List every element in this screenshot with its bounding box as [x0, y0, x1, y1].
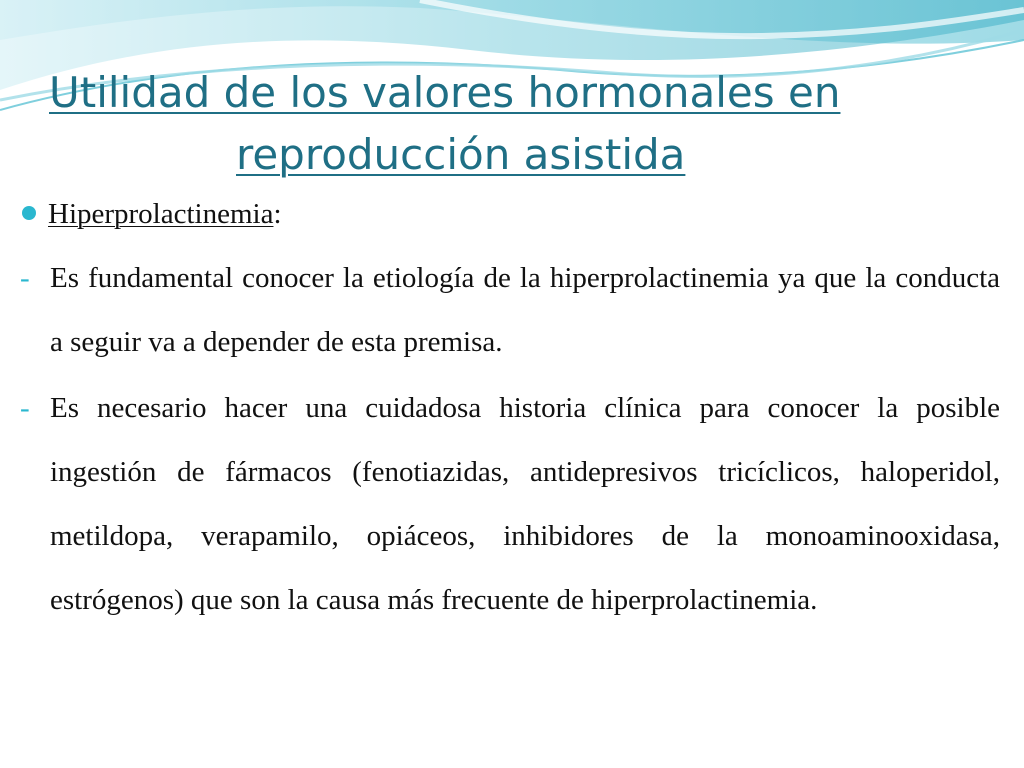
- bullet-heading-row: [22, 196, 282, 232]
- dash-marker: -: [20, 392, 30, 424]
- list-item: [20, 246, 1000, 374]
- page-title: [40, 62, 940, 186]
- bullet-dot-icon: [22, 206, 36, 220]
- title-line-1: Utilidad de los valores hormonales en: [49, 68, 841, 117]
- title-line-2: reproducción asistida: [236, 130, 686, 179]
- list-item-text: Es fundamental conocer la etiología de la hiperprolactinemia ya que la conducta a seguir va a depender de esta premisa.: [50, 262, 1000, 358]
- dash-marker: -: [20, 262, 30, 294]
- list-item: [20, 376, 1000, 632]
- list-item-text: Es necesario hacer una cuidadosa historia clínica para conocer la posible ingestión de fármacos (fenotiazidas, antidepresivos tricíclicos, haloperidol, metildopa, verapamilo, opiáceos, inhibidores de la monoaminooxidasa, estrógenos) que son la causa más frecuente de hiperprolactinemia.: [50, 392, 1000, 616]
- bullet-heading: Hiperprolactinemia: [48, 198, 274, 230]
- bullet-heading-colon: :: [273, 198, 282, 230]
